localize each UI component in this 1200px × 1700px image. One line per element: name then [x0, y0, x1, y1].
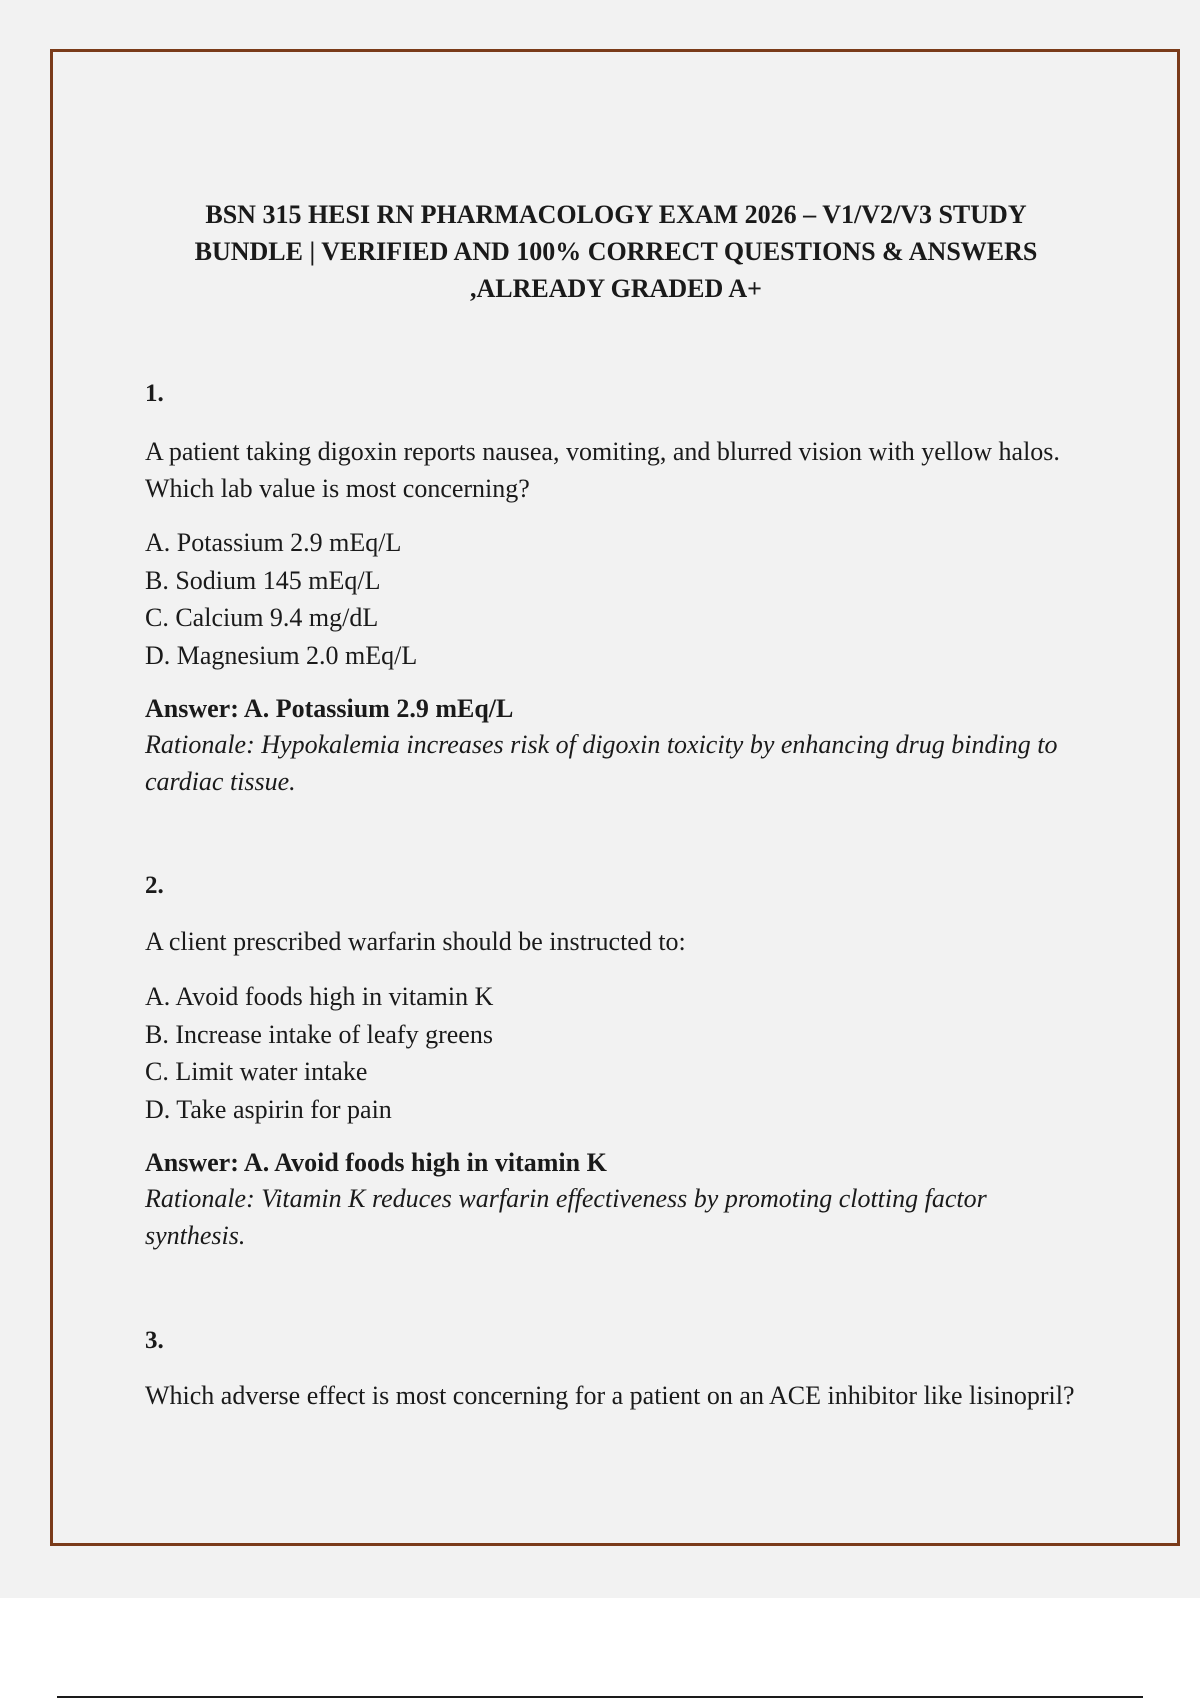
question-1-option-c: C. Calcium 9.4 mg/dL — [145, 603, 379, 632]
question-1-text: A patient taking digoxin reports nausea, vomiting, and blurred vision with yellow halos. Which lab value is most concerning? — [145, 437, 1060, 503]
question-2-number: 2. — [145, 872, 164, 899]
question-2-options — [145, 978, 493, 1128]
question-2-text: A client prescribed warfarin should be instructed to: — [145, 927, 686, 956]
question-1-option-b: B. Sodium 145 mEq/L — [145, 565, 381, 595]
question-1-rationale: Rationale: Hypokalemia increases risk of digoxin toxicity by enhancing drug binding to cardiac tissue. — [145, 730, 1058, 796]
question-1-option-d: D. Magnesium 2.0 mEq/L — [145, 640, 418, 670]
question-2-option-b: B. Increase intake of leafy greens — [145, 1019, 493, 1049]
question-2-rationale: Rationale: Vitamin K reduces warfarin effectiveness by promoting clotting factor synthesis. — [145, 1184, 987, 1250]
question-1-options — [145, 524, 417, 674]
question-3-text: Which adverse effect is most concerning for a patient on an ACE inhibitor like lisinopril? — [145, 1381, 1075, 1410]
question-1-answer: Answer: A. Potassium 2.9 mEq/L — [145, 694, 514, 723]
question-2-answer: Answer: A. Avoid foods high in vitamin K — [145, 1148, 607, 1177]
question-2-option-d: D. Take aspirin for pain — [145, 1094, 392, 1124]
question-3-number: 3. — [145, 1327, 164, 1354]
question-2-option-a: A. Avoid foods high in vitamin K — [145, 982, 494, 1011]
question-1-number: 1. — [145, 380, 164, 407]
document-title: BSN 315 HESI RN PHARMACOLOGY EXAM 2026 – V1/V2/V3 STUDY BUNDLE | VERIFIED AND 100% CORRECT QUESTIONS & ANSWERS ,ALREADY GRADED A+ — [194, 200, 1038, 303]
bottom-divider — [57, 1696, 1143, 1698]
question-1-option-a: A. Potassium 2.9 mEq/L — [145, 528, 402, 557]
question-2-option-c: C. Limit water intake — [145, 1057, 368, 1086]
